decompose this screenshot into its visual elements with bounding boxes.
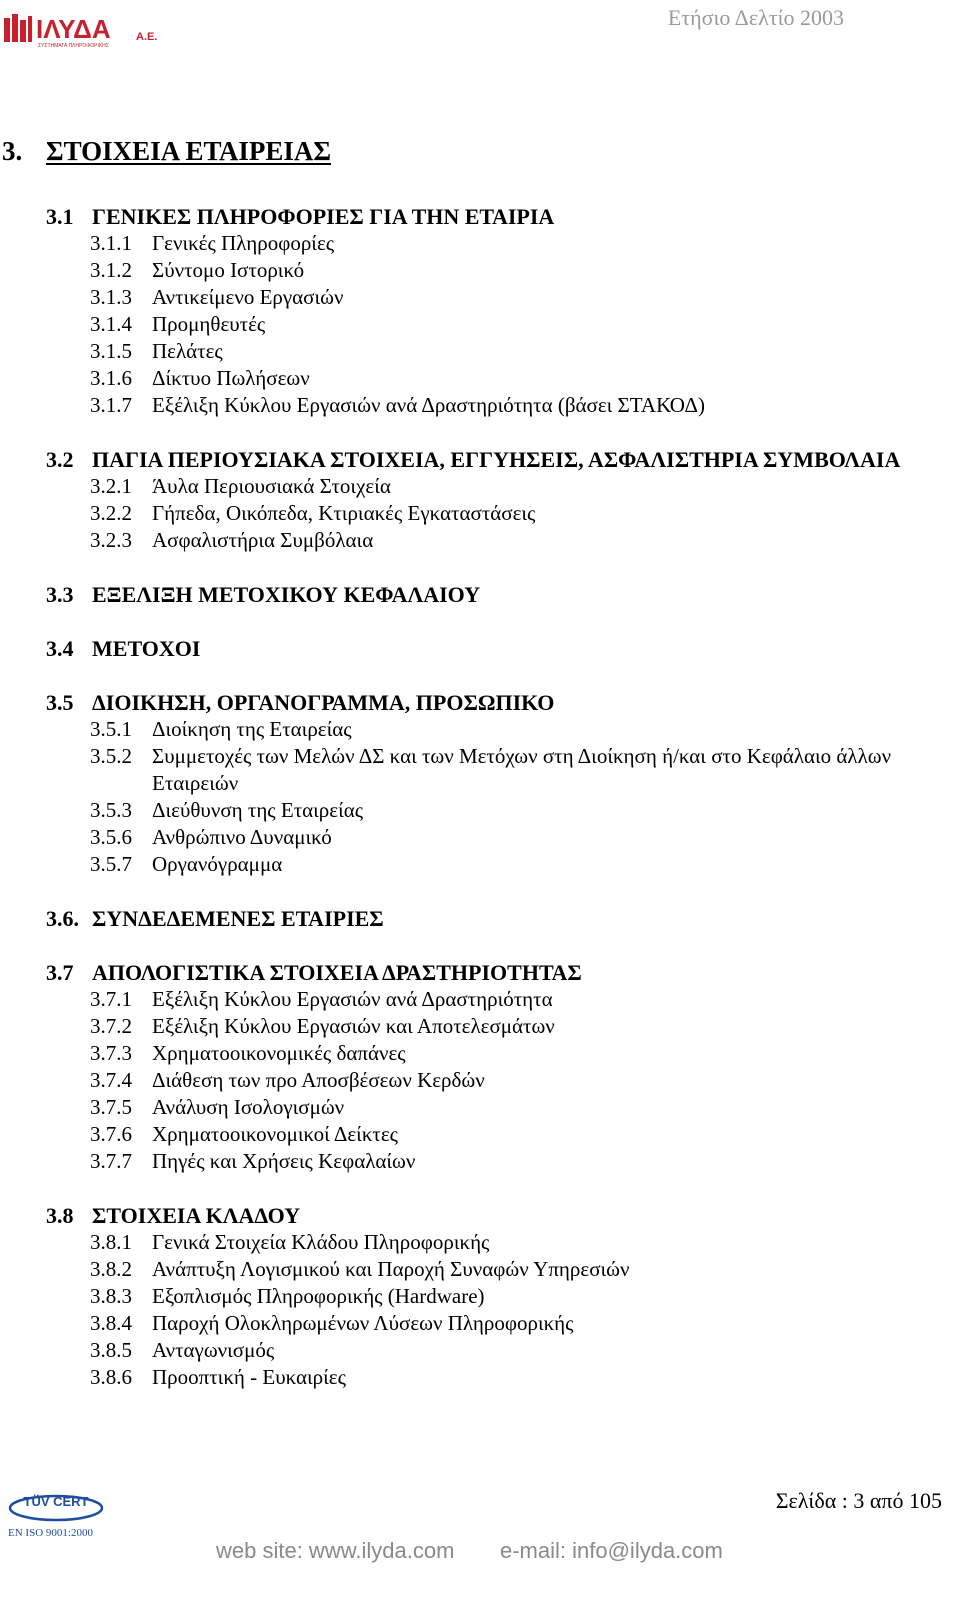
toc-subsection[interactable]	[90, 527, 926, 554]
subsection-title: Ανθρώπινο Δυναμικό	[152, 825, 332, 849]
toc-section	[46, 581, 926, 608]
toc-section-heading[interactable]	[46, 959, 926, 986]
page-title-text: ΣΤΟΙΧΕΙΑ ΕΤΑΙΡΕΙΑΣ	[46, 136, 332, 166]
subsection-number: 3.2.1	[90, 474, 132, 498]
toc-subsection[interactable]	[90, 1067, 926, 1094]
toc-subsection[interactable]	[90, 851, 926, 878]
subsection-title: Συμμετοχές των Μελών ΔΣ και των Μετόχων στη Διοίκηση ή/και στο Κεφάλαιο άλλων Εταιρειών	[152, 744, 892, 795]
toc-subsection[interactable]	[90, 1121, 926, 1148]
section-number: 3.7	[46, 960, 74, 985]
subsection-number: 3.5.1	[90, 717, 132, 741]
toc-section-heading[interactable]	[46, 635, 926, 662]
tuv-cert-logo	[6, 1490, 118, 1540]
page-title-number: 3.	[2, 136, 23, 166]
toc-subsection[interactable]	[90, 1229, 926, 1256]
toc-subsection[interactable]	[90, 1364, 926, 1391]
section-title: ΣΤΟΙΧΕΙΑ ΚΛΑΔΟΥ	[92, 1203, 301, 1228]
page-title	[2, 136, 331, 167]
subsection-title: Εξέλιξη Κύκλου Εργασιών και Αποτελεσμάτων	[152, 1014, 555, 1038]
subsection-title: Αντικείμενο Εργασιών	[152, 285, 344, 309]
section-title: ΕΞΕΛΙΞΗ ΜΕΤΟΧΙΚΟΥ ΚΕΦΑΛΑΙΟΥ	[92, 582, 481, 607]
page-header	[0, 0, 960, 60]
toc-section-heading[interactable]	[46, 446, 926, 473]
subsection-title: Οργανόγραμμα	[152, 852, 283, 876]
subsection-number: 3.8.2	[90, 1257, 132, 1281]
subsection-title: Χρηματοοικονομικοί Δείκτες	[152, 1122, 398, 1146]
section-title: ΑΠΟΛΟΓΙΣΤΙΚΑ ΣΤΟΙΧΕΙΑ ΔΡΑΣΤΗΡΙΟΤΗΤΑΣ	[92, 960, 582, 985]
subsection-number: 3.8.5	[90, 1338, 132, 1362]
toc-section-heading[interactable]	[46, 905, 926, 932]
toc-subsection[interactable]	[90, 1013, 926, 1040]
toc-section-heading[interactable]	[46, 581, 926, 608]
toc-subsection[interactable]	[90, 824, 926, 851]
subsection-number: 3.5.3	[90, 798, 132, 822]
toc-subsection[interactable]	[90, 338, 926, 365]
subsection-title: Ανταγωνισμός	[152, 1338, 275, 1362]
subsection-number: 3.7.4	[90, 1068, 132, 1092]
subsection-number: 3.1.2	[90, 258, 132, 282]
toc-subsection-list	[90, 230, 926, 419]
subsection-title: Χρηματοοικονομικές δαπάνες	[152, 1041, 406, 1065]
toc-subsection[interactable]	[90, 1337, 926, 1364]
toc-subsection[interactable]	[90, 716, 926, 743]
toc-section-heading[interactable]	[46, 1202, 926, 1229]
toc-subsection[interactable]	[90, 1310, 926, 1337]
toc-subsection-list	[90, 716, 926, 878]
section-number: 3.4	[46, 636, 74, 661]
toc-subsection-list	[90, 473, 926, 554]
section-number: 3.5	[46, 690, 74, 715]
toc-section	[46, 959, 926, 1175]
toc-subsection[interactable]	[90, 1040, 926, 1067]
toc-section-heading[interactable]	[46, 203, 926, 230]
section-number: 3.8	[46, 1203, 74, 1228]
subsection-number: 3.8.3	[90, 1284, 132, 1308]
subsection-number: 3.8.1	[90, 1230, 132, 1254]
ilyda-logo	[4, 12, 164, 48]
section-number: 3.1	[46, 204, 74, 229]
subsection-number: 3.5.2	[90, 744, 132, 768]
subsection-number: 3.8.6	[90, 1365, 132, 1389]
toc-section	[46, 446, 926, 554]
subsection-title: Σύντομο Ιστορικό	[152, 258, 305, 282]
section-number: 3.2	[46, 447, 74, 472]
toc-subsection-list	[90, 986, 926, 1175]
logo-suffix: Α.Ε.	[136, 31, 158, 43]
subsection-number: 3.8.4	[90, 1311, 132, 1335]
subsection-title: Διεύθυνση της Εταιρείας	[152, 798, 364, 822]
subsection-title: Πηγές και Χρήσεις Κεφαλαίων	[152, 1149, 416, 1173]
subsection-number: 3.1.6	[90, 366, 132, 390]
subsection-number: 3.2.2	[90, 501, 132, 525]
subsection-number: 3.1.1	[90, 231, 132, 255]
toc-subsection[interactable]	[90, 1283, 926, 1310]
section-title: ΣΥΝΔΕΔΕΜΕΝΕΣ ΕΤΑΙΡΙΕΣ	[92, 906, 384, 931]
toc-section	[46, 635, 926, 662]
toc-subsection[interactable]	[90, 500, 926, 527]
subsection-title: Διοίκηση της Εταιρείας	[152, 717, 352, 741]
subsection-number: 3.2.3	[90, 528, 132, 552]
page-number: Σελίδα : 3 από 105	[775, 1488, 942, 1513]
toc-subsection[interactable]	[90, 365, 926, 392]
toc-subsection[interactable]	[90, 473, 926, 500]
toc-subsection[interactable]	[90, 284, 926, 311]
toc-section	[46, 1202, 926, 1391]
toc-subsection[interactable]	[90, 311, 926, 338]
toc-subsection[interactable]	[90, 986, 926, 1013]
toc-subsection[interactable]	[90, 1256, 926, 1283]
subsection-number: 3.7.7	[90, 1149, 132, 1173]
logo-wordmark: ΙΛΥΔΑ	[36, 14, 111, 44]
subsection-number: 3.7.1	[90, 987, 132, 1011]
cert-label: EN ISO 9001:2000	[8, 1527, 93, 1539]
toc-subsection[interactable]	[90, 1094, 926, 1121]
subsection-number: 3.1.7	[90, 393, 132, 417]
toc-section	[46, 689, 926, 878]
toc-subsection-list	[90, 1229, 926, 1391]
subsection-title: Προμηθευτές	[152, 312, 266, 336]
toc-section	[46, 203, 926, 419]
subsection-title: Διάθεση των προ Αποσβέσεων Κερδών	[152, 1068, 485, 1092]
section-number: 3.3	[46, 582, 74, 607]
subsection-title: Γήπεδα, Οικόπεδα, Κτιριακές Εγκαταστάσεις	[152, 501, 536, 525]
header-title: Ετήσιο Δελτίο 2003	[667, 5, 844, 30]
subsection-title: Δίκτυο Πωλήσεων	[152, 366, 310, 390]
cert-logo-text: TÜV CERT	[23, 1494, 89, 1509]
toc-section-heading[interactable]	[46, 689, 926, 716]
subsection-title: Εξέλιξη Κύκλου Εργασιών ανά Δραστηριότητα	[152, 987, 553, 1011]
subsection-number: 3.1.4	[90, 312, 132, 336]
subsection-number: 3.7.2	[90, 1014, 132, 1038]
toc-subsection[interactable]	[90, 743, 926, 797]
toc-subsection[interactable]	[90, 257, 926, 284]
toc-subsection[interactable]	[90, 1148, 926, 1175]
subsection-title: Εξοπλισμός Πληροφορικής (Hardware)	[152, 1284, 485, 1308]
section-title: ΠΑΓΙΑ ΠΕΡΙΟΥΣΙΑΚΑ ΣΤΟΙΧΕΙΑ, ΕΓΓΥΗΣΕΙΣ, ΑΣΦΑΛΙΣΤΗΡΙΑ ΣΥΜΒΟΛΑΙΑ	[92, 447, 901, 472]
subsection-title: Ανάπτυξη Λογισμικού και Παροχή Συναφών Υπηρεσιών	[152, 1257, 630, 1281]
toc-section	[46, 905, 926, 932]
logo-tagline: ΣΥΣΤΗΜΑΤΑ ΠΛΗΡΟΦΟΡΙΚΗΣ	[38, 43, 109, 48]
toc-subsection[interactable]	[90, 392, 926, 419]
subsection-number: 3.1.3	[90, 285, 132, 309]
subsection-title: Πελάτες	[152, 339, 223, 363]
subsection-title: Παροχή Ολοκληρωμένων Λύσεων Πληροφορικής	[152, 1311, 574, 1335]
subsection-title: Γενικά Στοιχεία Κλάδου Πληροφορικής	[152, 1230, 490, 1254]
section-title: ΜΕΤΟΧΟΙ	[92, 636, 201, 661]
footer-email[interactable]: e-mail: info@ilyda.com	[500, 1538, 723, 1563]
subsection-number: 3.7.6	[90, 1122, 132, 1146]
subsection-title: Ασφαλιστήρια Συμβόλαια	[152, 528, 374, 552]
section-title: ΔΙΟΙΚΗΣΗ, ΟΡΓΑΝΟΓΡΑΜΜΑ, ΠΡΟΣΩΠΙΚΟ	[92, 690, 555, 715]
table-of-contents	[46, 203, 926, 1418]
toc-subsection[interactable]	[90, 797, 926, 824]
section-title: ΓΕΝΙΚΕΣ ΠΛΗΡΟΦΟΡΙΕΣ ΓΙΑ ΤΗΝ ΕΤΑΙΡΙΑ	[92, 204, 555, 229]
subsection-number: 3.5.6	[90, 825, 132, 849]
subsection-title: Ανάλυση Ισολογισμών	[152, 1095, 345, 1119]
section-number: 3.6.	[46, 906, 79, 931]
subsection-title: Προοπτική - Ευκαιρίες	[152, 1365, 346, 1389]
subsection-number: 3.5.7	[90, 852, 132, 876]
footer-website[interactable]: web site: www.ilyda.com	[216, 1538, 455, 1563]
subsection-title: Άυλα Περιουσιακά Στοιχεία	[152, 474, 391, 498]
subsection-title: Γενικές Πληροφορίες	[152, 231, 335, 255]
subsection-number: 3.1.5	[90, 339, 132, 363]
toc-subsection[interactable]	[90, 230, 926, 257]
subsection-title: Εξέλιξη Κύκλου Εργασιών ανά Δραστηριότητα (βάσει ΣΤΑΚΟΔ)	[152, 393, 705, 417]
subsection-number: 3.7.3	[90, 1041, 132, 1065]
subsection-number: 3.7.5	[90, 1095, 132, 1119]
